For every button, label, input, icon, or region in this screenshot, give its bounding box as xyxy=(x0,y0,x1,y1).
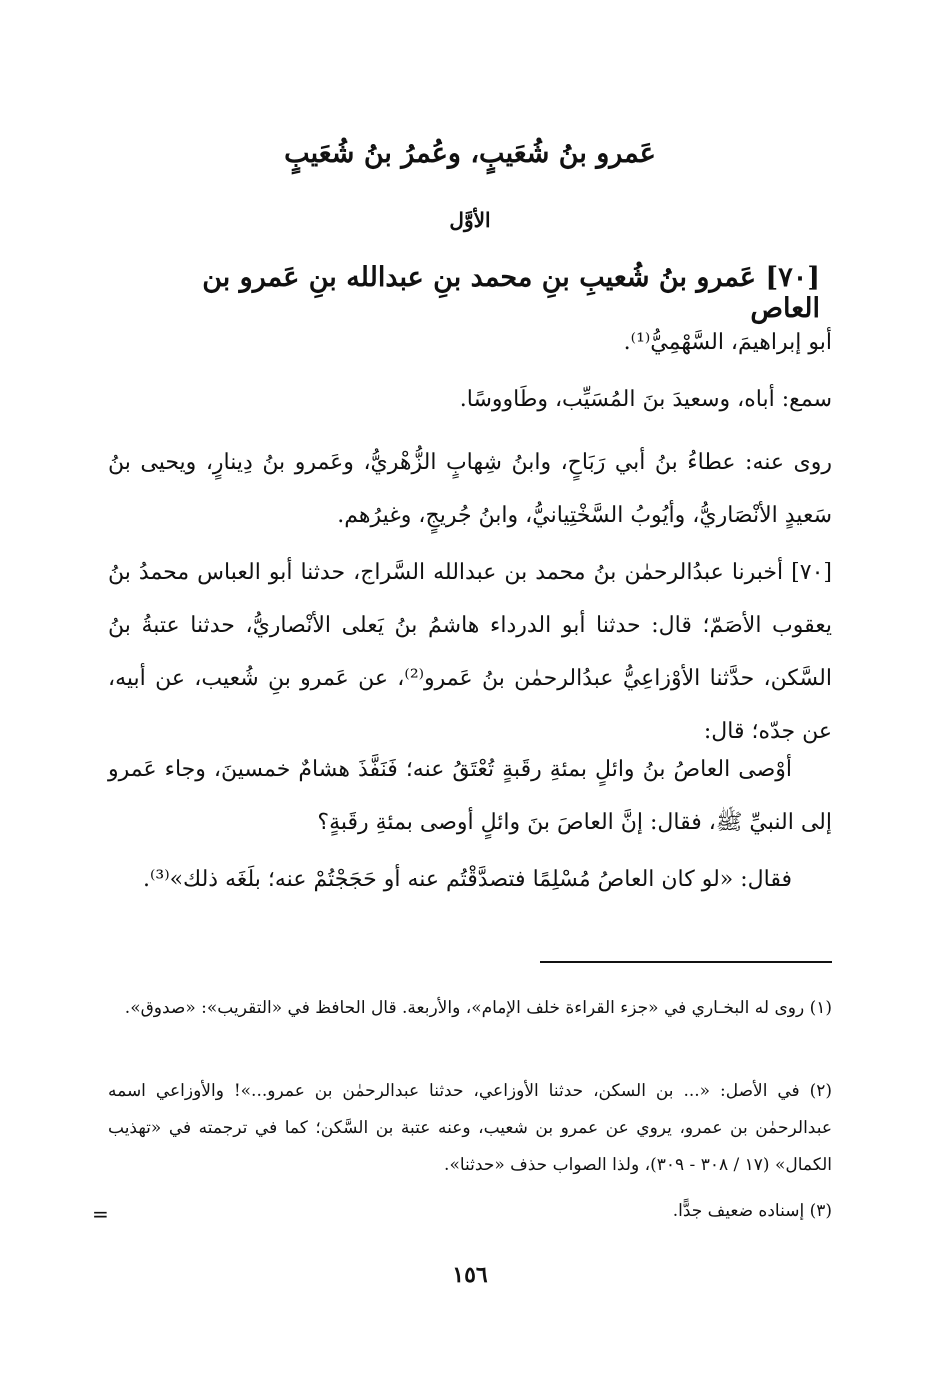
page-number: ١٥٦ xyxy=(452,1262,488,1288)
chapter-heading: عَمرو بنُ شُعَيبٍ، وعُمرُ بنُ شُعَيبٍ xyxy=(284,138,656,169)
hadith-isnad: [٧٠] أخبرنا عبدُالرحمٰن بنُ محمد بن عبدالله السَّراج، حدثنا أبو العباس محمدُ بنُ يعقوب الأصَمّ؛ قال: حدثنا أبو الدرداء هاشمُ بنُ يَعلى الأنْصاريُّ، حدثنا عتبةُ بنُ السَّكن، حدَّثنا الأوْزاعِيُّ عبدُالرحمٰن بنُ عَمرو⁽²⁾، عن عَمرو بنِ شُعيب، عن أبيه، عن جدّه؛ قال: xyxy=(108,560,832,744)
continuation-mark: = xyxy=(92,1202,109,1226)
footnote-3: (٣) إسناده ضعيف جدًّا. xyxy=(672,1201,832,1221)
entry-heard-from: سمع: أباه، وسعيدَ بنَ المُسَيِّب، وطَاووسًا. xyxy=(459,387,832,412)
hadith-text-part-1: أوْصى العاصُ بنُ وائلٍ بمئةِ رقَبةٍ تُعْتَقُ عنه؛ فَنَفَّذَ هشامٌ خمسينَ، وجاء عَمرو إلى النبيِّ ﷺ، فقال: إنَّ العاصَ بنَ وائلٍ أوصى بمئةِ رقَبةٍ؟ xyxy=(108,757,832,835)
footnote-1: (١) روى له البخـاري في «جزء القراءة خلف الإمام»، والأربعة. قال الحافظ في «التقريب»: «صدوق». xyxy=(124,998,832,1018)
entry-title: [٧٠] عَمرو بنُ شُعيبِ بنِ محمد بنِ عبدالله بنِ عَمرو بن العاص xyxy=(202,262,820,324)
section-subheading: الأوَّل xyxy=(449,208,491,232)
footnote-divider xyxy=(540,961,832,963)
footnote-2: (٢) في الأصل: «... بن السكن، حدثنا الأوزاعي، حدثنا عبدالرحمٰن بن عمرو...»! والأوزاعي اسمه عبدالرحمٰن بن عمرو، يروي عن عمرو بن شعيب، وعنه عتبة بن السَّكن؛ كما في ترجمته في «تهذيب الكمال» (١٧ / ٣٠٨ - ٣٠٩)، ولذا الصواب حذف «حدثنا». xyxy=(108,1081,832,1175)
entry-narrators: روى عنه: عطاءُ بنُ أبي رَبَاحٍ، وابنُ شِهابٍ الزُّهْريُّ، وعَمرو بنُ دِينارٍ، ويحيى بنُ سَعيدٍ الأنْصَاريُّ، وأيُوبُ السَّخْتِيانيُّ، وابنُ جُريجٍ، وغيرُهم. xyxy=(108,450,832,528)
hadith-text-part-2: فقال: «لو كان العاصُ مُسْلِمًا فتصدَّقْتُم عنه أو حَجَجْتُمْ عنه؛ بلَغَه ذلك»⁽³⁾. xyxy=(142,867,792,892)
entry-kunya: أبو إبراهيمَ، السَّهْمِيُّ⁽¹⁾. xyxy=(623,330,832,355)
